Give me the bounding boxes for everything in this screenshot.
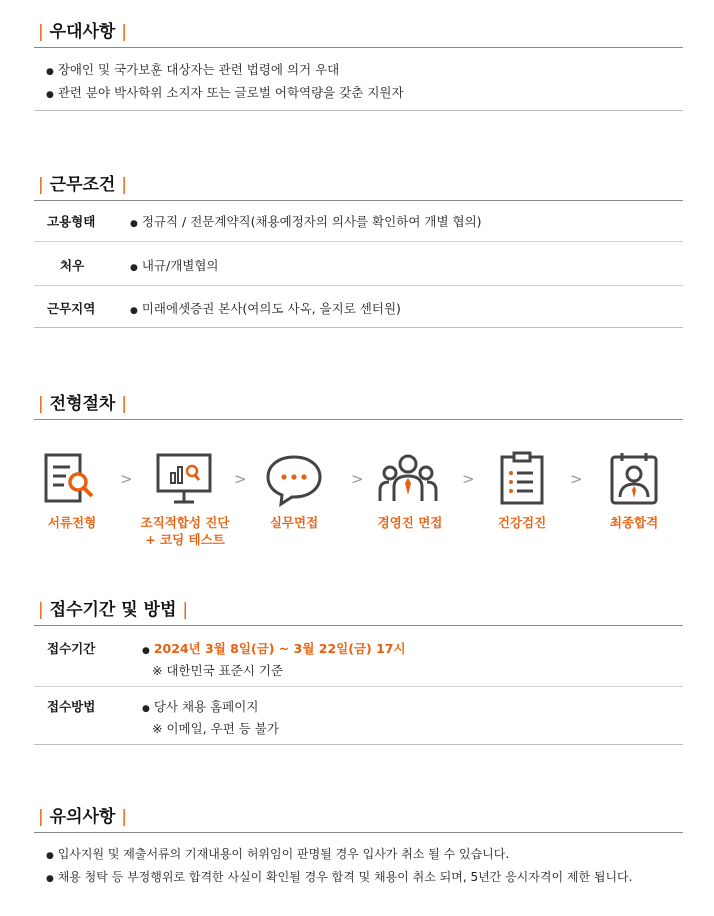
row-label: 접수방법 bbox=[47, 699, 96, 714]
list-item: ● 관련 분야 박사학위 소지자 또는 글로벌 어학역량을 갖춘 지원자 bbox=[46, 85, 404, 100]
row-label: 처우 bbox=[60, 258, 85, 273]
process-step-label: 건강검진 bbox=[497, 515, 547, 530]
divider bbox=[34, 686, 683, 687]
monitor-chart-icon bbox=[154, 449, 214, 509]
section-title-notices: | 유의사항 | bbox=[38, 807, 128, 827]
row-value: ● 2024년 3월 8일(금) ~ 3월 22일(금) 17시 bbox=[142, 641, 406, 656]
chevron-right-icon: > bbox=[570, 470, 583, 488]
divider bbox=[34, 241, 683, 242]
clipboard-checklist-icon bbox=[492, 449, 552, 509]
section-title-conditions: | 근무조건 | bbox=[38, 175, 128, 195]
list-item: ● 채용 청탁 등 부정행위로 합격한 사실이 확인될 경우 합격 및 채용이 취소 되며, 5년간 응시자격이 제한 됩니다. bbox=[46, 870, 633, 884]
chevron-right-icon: > bbox=[351, 470, 364, 488]
speech-bubble-icon bbox=[264, 449, 324, 509]
process-step-label: 실무면접 bbox=[269, 515, 319, 530]
row-value: ● 정규직 / 전문계약직(채용예정자의 의사를 확인하여 개별 협의) bbox=[130, 214, 482, 229]
divider bbox=[34, 285, 683, 286]
process-step-label: 경영진 면접 bbox=[377, 515, 443, 530]
process-step-label: 조직적합성 진단 + 코딩 테스트 bbox=[140, 515, 230, 547]
chevron-right-icon: > bbox=[462, 470, 475, 488]
section-title-application: | 접수기간 및 방법 | bbox=[38, 600, 189, 620]
divider bbox=[34, 419, 683, 420]
divider bbox=[34, 327, 683, 328]
divider bbox=[34, 200, 683, 201]
row-value: ● 당사 채용 홈페이지 bbox=[142, 699, 259, 714]
divider bbox=[34, 110, 683, 111]
chevron-right-icon: > bbox=[120, 470, 133, 488]
row-value: ● 내규/개별협의 bbox=[130, 258, 219, 273]
row-label: 근무지역 bbox=[47, 301, 96, 316]
row-label: 접수기간 bbox=[47, 641, 96, 656]
row-note: ※ 이메일, 우편 등 불가 bbox=[152, 721, 279, 736]
document-search-icon bbox=[40, 449, 100, 509]
divider bbox=[34, 744, 683, 745]
row-note: ※ 대한민국 표준시 기준 bbox=[152, 663, 284, 678]
section-title-process: | 전형절차 | bbox=[38, 394, 128, 414]
list-item: ● 입사지원 및 제출서류의 기재내용이 허위임이 판명될 경우 입사가 취소 될 수 있습니다. bbox=[46, 847, 510, 861]
divider bbox=[34, 625, 683, 626]
process-step-label: 최종합격 bbox=[609, 515, 659, 530]
chevron-right-icon: > bbox=[234, 470, 247, 488]
section-title-benefits: | 우대사항 | bbox=[38, 22, 128, 42]
id-badge-icon bbox=[604, 449, 664, 509]
process-step-label: 서류전형 bbox=[47, 515, 97, 530]
executives-group-icon bbox=[378, 449, 438, 509]
divider bbox=[34, 832, 683, 833]
list-item: ● 장애인 및 국가보훈 대상자는 관련 법령에 의거 우대 bbox=[46, 62, 340, 77]
divider bbox=[34, 47, 683, 48]
row-value: ● 미래에셋증권 본사(여의도 사옥, 을지로 센터원) bbox=[130, 301, 401, 316]
row-label: 고용형태 bbox=[47, 214, 96, 229]
